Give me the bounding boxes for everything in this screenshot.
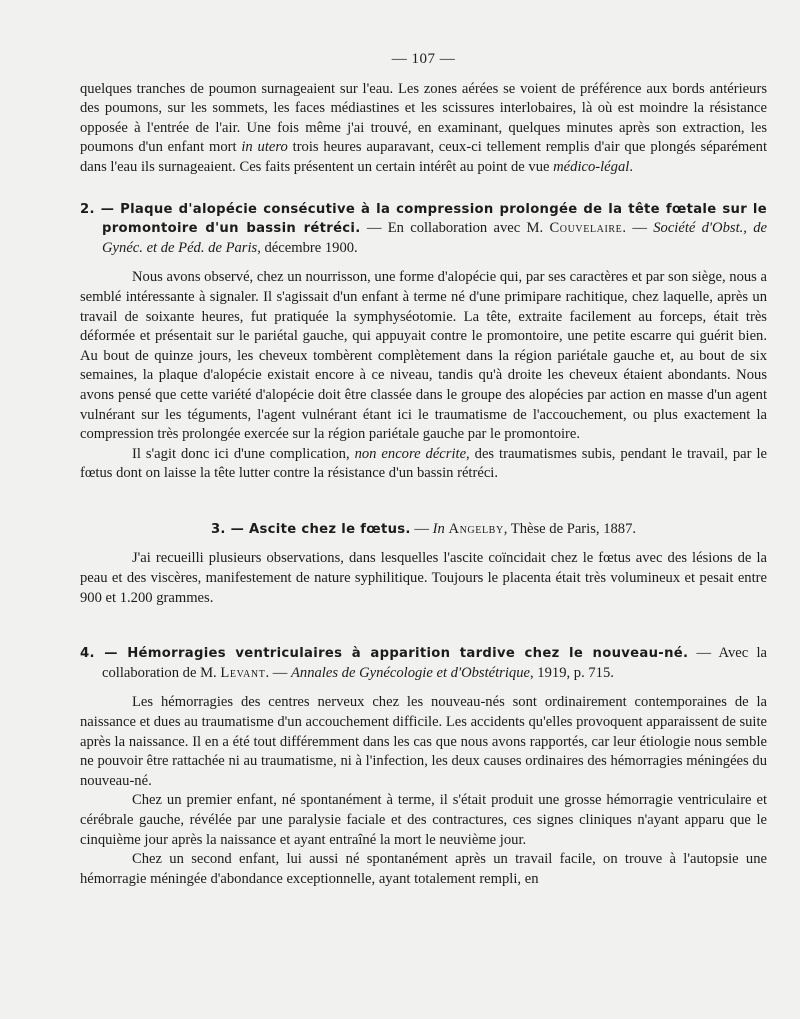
entry-4-journal: Annales de Gynécologie et d'Obstétrique	[291, 664, 530, 681]
entry-3-in-label: In	[432, 520, 445, 537]
entry-2-dash: —	[94, 201, 121, 217]
entry-4-paragraph-1: Les hémorragies des centres nerveux chez les nouveau-nés sont ordinairement contemporaines de la naissance et dues au traumatisme d'un accouchement difficile. Les accidents qu'elles provoquent apparaissent de suite après la naissance. Il en a été tout différemment dans les cas que nous avons rapportés, car leur étiologie nous semble ne pouvoir être rattachée ni au traumatisme, ni à l'infection, les deux causes ordinaires des hémorragies méningées du nouveau-né.	[80, 694, 768, 789]
intro-paragraph	[80, 80, 767, 178]
entry-4-paragraph-3: Chez un second enfant, lui aussi né spontanément après un travail facile, on trouve à l'autopsie une hémorragie méningée d'abondance exceptionnelle, ayant totalement rempli, en	[80, 851, 767, 887]
intro-text-2: trois heures auparavant, ceux-ci tellement remplis d'air que plongés séparément dans l'eau ils surnageaient. Ces faits présentent un certain intérêt au point de vue	[80, 139, 768, 175]
entry-2-title: Plaque d'alopécie consécutive à la compression prolongée de la tête fœtale sur le promontoire d'un bassin rétréci.	[102, 201, 767, 237]
entry-4-number: 4.	[80, 646, 95, 662]
entry-3-number: 3.	[210, 521, 226, 537]
entry-4-date: , 1919, p. 715.	[530, 664, 614, 681]
intro-text-1: quelques tranches de poumon surnageaient sur l'eau. Les zones aérées se voient de préférence aux bords antérieurs des poumons, sur les sommets, les faces médiastines et les scissures interlobaires, là où est moindre la résistance opposée à l'entrée de l'air. Une fois même j'ai trouvé, en examinant, quelques minutes après son extraction, les poumons d'un enfant mort	[80, 80, 767, 156]
entry-4-dash: —	[94, 646, 128, 662]
entry-3-title: Ascite chez le fœtus.	[249, 521, 411, 537]
entry-2-paragraph-1: Nous avons observé, chez un nourrisson, une forme d'alopécie qui, par ses caractères et par son siège, nous a semblé intéressante à signaler. Il s'agissait d'un enfant à terme né d'une primipare rachitique, chez laquelle, après un travail de soixante heures, fut pratiquée la symphyséotomie. La tête, extraite facilement au forceps, était très déformée et présentait sur le pariétal gauche, qui appuyait contre le promontoire, une petite escarre qui guérit bien. Au bout de quinze jours, les cheveux tombèrent complètement dans la région pariétale gauche et, au bout de six semaines, la plaque d'alopécie existait encore à ce niveau, tandis qu'à droite les cheveux étaient abondants. Nous avons pensé que cette variété d'alopécie doit être classée dans le groupe des alopécies par action en masse d'un agent vulnérant sur les téguments, l'agent vulnérant étant ici le traumatisme de l'accouchement, ou plus exactement la compression très prolongée exercée sur la région pariétale gauche par le promontoire.	[80, 269, 767, 443]
entry-4-collab-name: Levant	[220, 664, 266, 681]
entry-2-para-2-italic: non encore décrite	[354, 445, 467, 462]
entry-3-author: Angelby	[448, 520, 504, 537]
entry-4-sep: . —	[265, 664, 291, 681]
page-number: — 107 —	[391, 51, 456, 67]
entry-4-paragraph-2: Chez un premier enfant, né spontanément à terme, il s'était produit une grosse hémorragie ventriculaire et cérébrale gauche, révélée par une paralysie faciale et des contractures, ces signes cliniques n'ayant apparu que le cinquième jour après la naissance et ayant entraîné la mort le neuvième jour.	[80, 792, 767, 848]
intro-italic-medico-legal: médico-légal	[553, 158, 630, 175]
entry-3-source: , Thèse de Paris, 1887.	[503, 520, 637, 537]
entry-2-collab-name: Couvelaire	[549, 220, 623, 237]
entry-2-journal: Société d'Obst., de Gynéc. et de Péd. de Paris	[102, 220, 767, 256]
entry-2-date: , décembre 1900.	[257, 239, 358, 256]
entry-2-sep: . —	[622, 220, 654, 237]
entry-4-title: Hémorragies ventriculaires à apparition tardive chez le nouveau-né.	[127, 646, 689, 662]
intro-italic-in-utero: in utero	[241, 139, 288, 156]
entry-3-paragraph-1: J'ai recueilli plusieurs observations, dans lesquelles l'ascite coïncidait chez le fœtus avec des lésions de la peau et des viscères, manifestement de nature syphilitique. Toujours le placenta était très volumineux et pesait entre 900 et 1.200 grammes.	[80, 550, 767, 606]
entry-2-paragraph-2	[80, 445, 767, 484]
document-page	[80, 50, 767, 889]
entry-4-collab-prefix: — Avec la collaboration de M.	[102, 645, 767, 681]
entry-3-heading	[80, 520, 767, 540]
entry-2-heading	[80, 200, 767, 259]
entry-2-number: 2.	[80, 201, 95, 217]
intro-text-3: .	[629, 158, 633, 175]
entry-3-sep: —	[410, 520, 433, 537]
entry-2-para-2-a: Il s'agit donc ici d'une complication,	[132, 445, 355, 462]
entry-4-heading	[80, 644, 767, 683]
entry-3-dash: —	[225, 521, 250, 537]
entry-2-para-2-b: , des traumatismes subis, pendant le travail, par le fœtus dont on laisse la tête lutter contre la résistance d'un bassin rétréci.	[80, 445, 767, 482]
entry-2-collab-prefix: — En collaboration avec M.	[360, 220, 550, 237]
